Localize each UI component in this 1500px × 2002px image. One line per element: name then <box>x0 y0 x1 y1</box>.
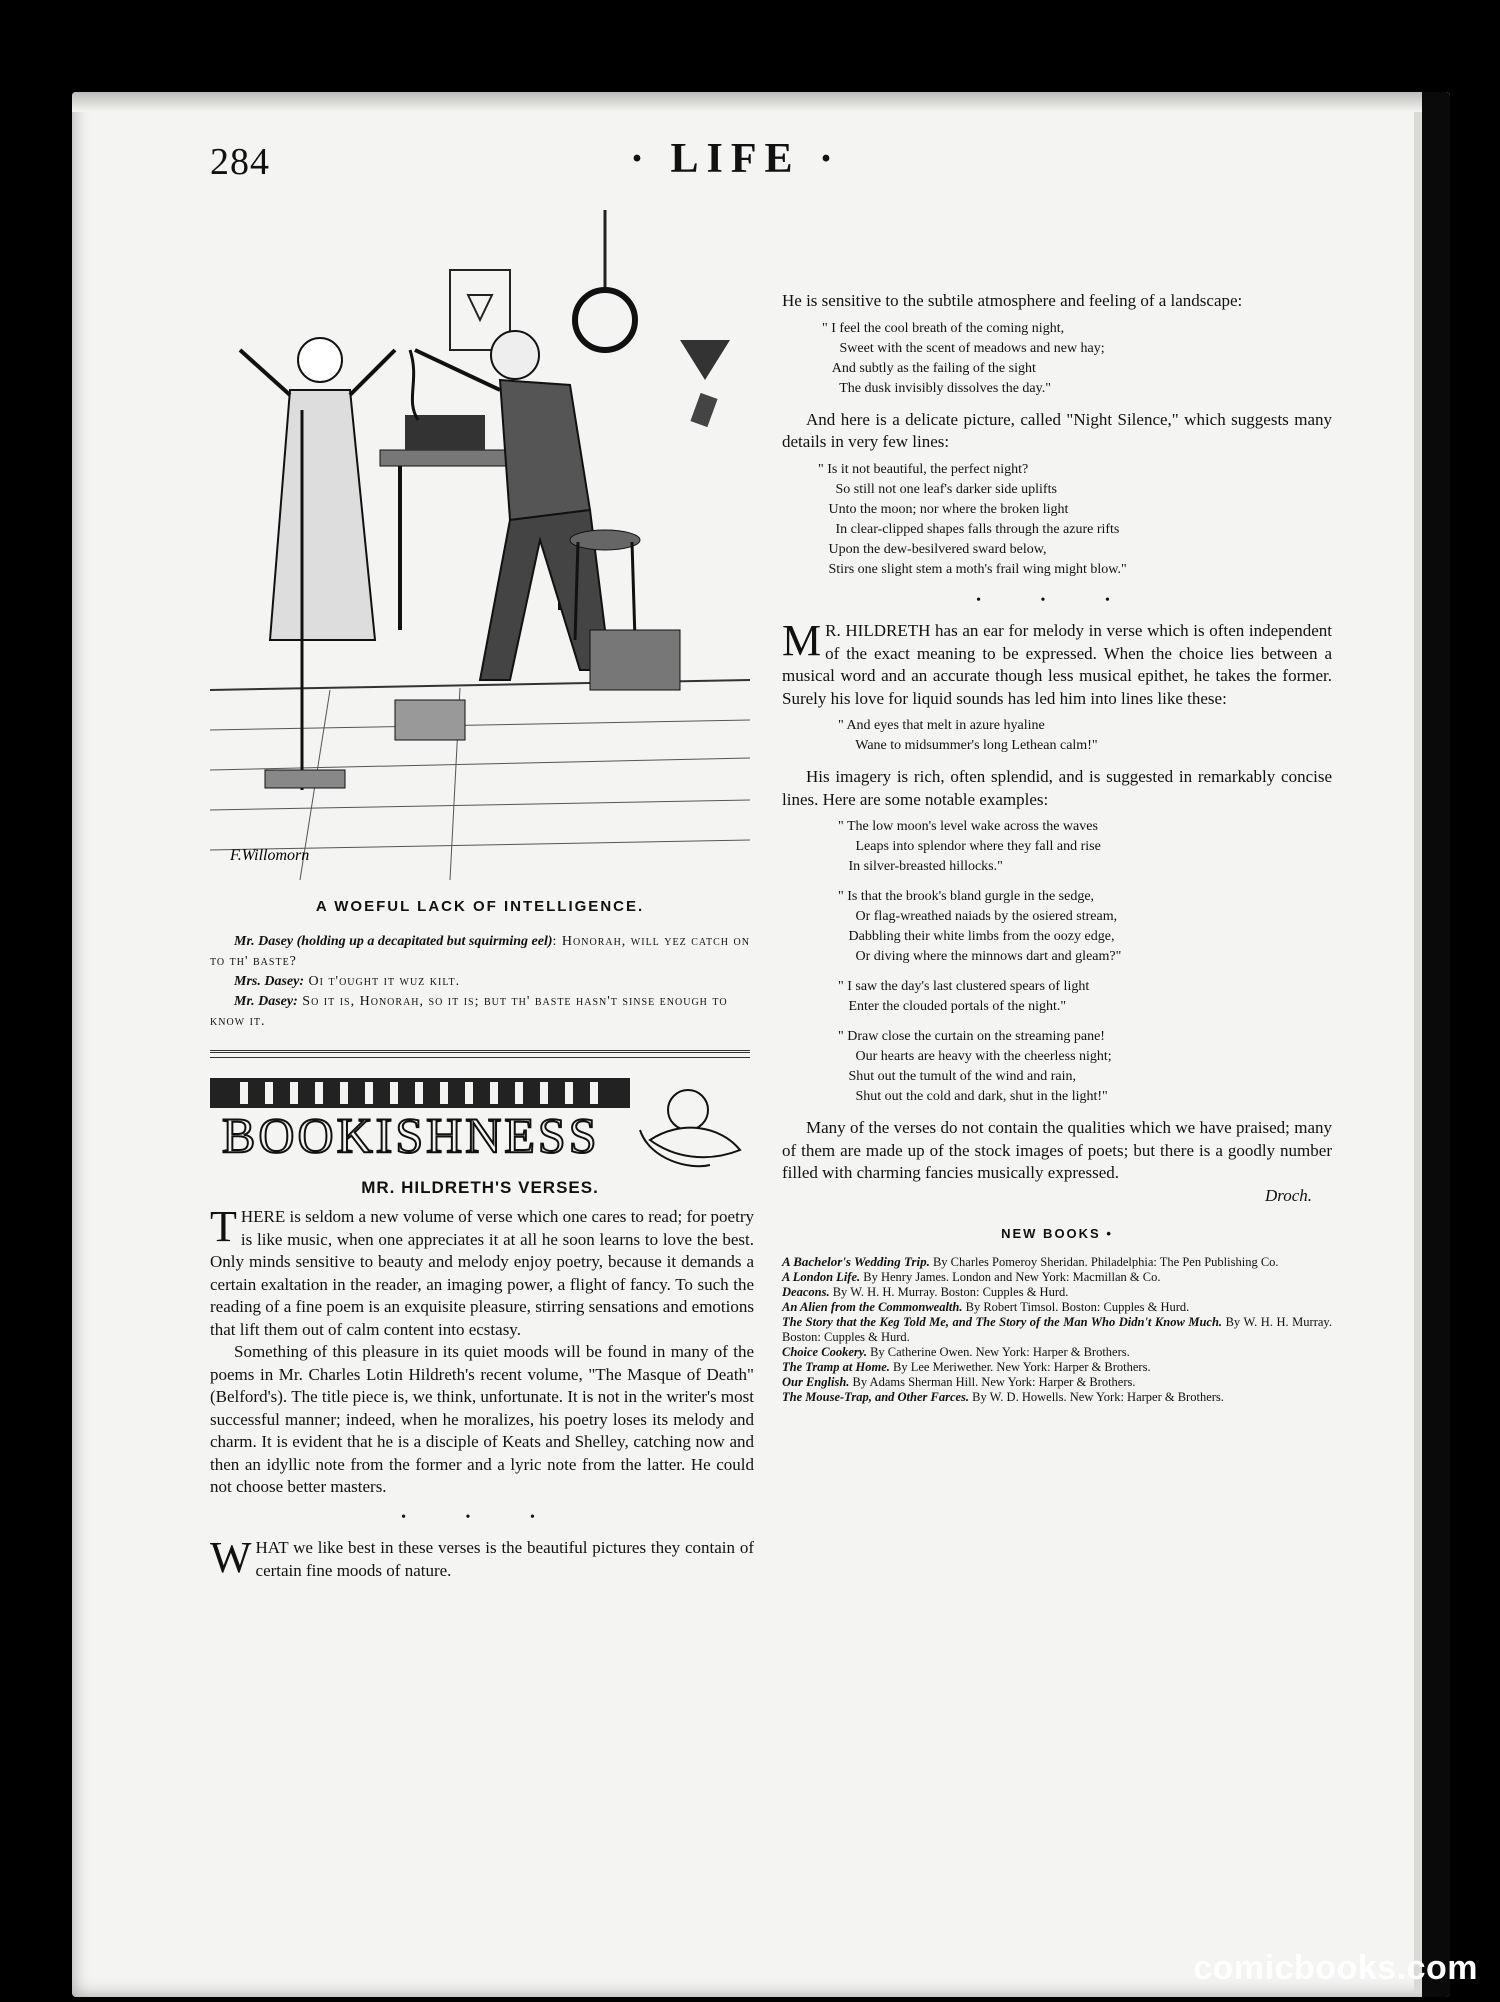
article-right-column <box>782 290 1332 1405</box>
paragraph: M R. HILDRETH has an ear for melody in verse which is often independent of the exact meaning to be expressed. When the choice lies between a musical word and an accurate though less musical epithet, he takes the former. Surely his love for liquid sounds has led him into lines like these: <box>782 616 1332 708</box>
verse-block: " I feel the cool breath of the coming night, Sweet with the scent of meadows and new hay; And subtly as the failing of the sight The dusk invisibly dissolves the day." <box>822 320 1105 396</box>
book-entry: A Bachelor's Wedding Trip. By Charles Pomeroy Sheridan. Philadelphia: The Pen Publishing Co. <box>782 1253 1279 1269</box>
book-entry: A London Life. By Henry James. London and New York: Macmillan & Co. <box>782 1269 1161 1284</box>
masthead-title: · LIFE · <box>630 136 842 182</box>
page-number: 284 <box>210 141 270 183</box>
article-subhead: MR. HILDRETH'S VERSES. <box>361 1178 599 1197</box>
paragraph: Something of this pleasure in its quiet moods will be found in many of the poems in Mr. Charles Lotin Hildreth's recent volume, "The Masque of Death" (Belford's). The title piece is, we think, unfortunate. It is not in the writer's most successful manner; indeed, when he moralizes, his poetry loses its melody and charm. It is evident that he is a disciple of Keats and Shelley, catching now and then an idyllic note from the former and a lyric note from the latter. He could not choose better masters. <box>210 1342 754 1496</box>
paragraph: His imagery is rich, often splendid, and is suggested in remarkably concise lines. Here are some notable examples: <box>782 767 1332 809</box>
verse-block: " The low moon's level wake across the waves Leaps into splendor where they fall and rise In silver-breasted hillocks." <box>838 819 1101 874</box>
paragraph: Many of the verses do not contain the qualities which we have praised; many of them are made up of the stock images of poets; but there is a goodly number filled with charming fancies musically expressed. <box>782 1118 1332 1182</box>
binding-gutter <box>1422 92 1450 1997</box>
section-dots: • • • <box>976 592 1138 608</box>
verse-block: " Is it not beautiful, the perfect night? So still not one leaf's darker side uplifts Unto the moon; nor where the broken light In clear-clipped shapes falls through the azure rifts Upon the dew-besilvered sward below, Stirs one slight stem a moth's frail wing might blow." <box>818 461 1127 577</box>
book-entry: Choice Cookery. By Catherine Owen. New York: Harper & Brothers. <box>782 1344 1130 1359</box>
drop-cap: M <box>782 616 822 665</box>
article-left-column <box>210 1202 754 1582</box>
book-entry: The Tramp at Home. By Lee Meriwether. New York: Harper & Brothers. <box>782 1359 1151 1374</box>
bookishness-banner <box>210 1070 750 1170</box>
section-divider <box>210 1050 750 1058</box>
page-top-shadow <box>72 92 1450 112</box>
book-entry: An Alien from the Commonwealth. By Robert Timsol. Boston: Cupples & Hurd. <box>782 1299 1190 1314</box>
banner-text: BOOKISHNESS <box>222 1107 600 1163</box>
cherub-icon <box>668 1090 708 1130</box>
dialogue-line: Mr. Dasey: So it is, Honorah, so it is; but th' baste hasn't sinse enough to know it. <box>210 994 728 1029</box>
dialogue-line: Mr. Dasey (holding up a decapitated but squirming eel): Honorah, will yez catch on to th' baste? <box>210 934 750 969</box>
book-entry: The Mouse-Trap, and Other Farces. By W. D. Howells. New York: Harper & Brothers. <box>782 1389 1224 1404</box>
paragraph: And here is a delicate picture, called "Night Silence," which suggests many details in very few lines: <box>782 409 1332 451</box>
verse-block: " Draw close the curtain on the streaming pane! Our hearts are heavy with the cheerless night; Shut out the tumult of the wind and rain, Shut out the cold and dark, shut in the light!" <box>838 1029 1112 1104</box>
site-watermark: comicbooks.com <box>1193 1949 1478 1987</box>
next-page-edge <box>1414 112 1422 1992</box>
cartoon-illustration <box>210 210 750 880</box>
cartoon-caption-title: A WOEFUL LACK OF INTELLIGENCE. <box>315 898 645 915</box>
book-entry: Our English. By Adams Sherman Hill. New York: Harper & Brothers. <box>782 1374 1136 1389</box>
cartoon-dialogue <box>210 932 750 1032</box>
verse-block: " Is that the brook's bland gurgle in the sedge, Or flag-wreathed naiads by the osiered stream, Dabbling their white limbs from the oozy edge, Or diving where the minnows dart and gleam?" <box>838 889 1122 964</box>
paragraph: He is sensitive to the subtile atmosphere and feeling of a landscape: <box>782 291 1243 310</box>
section-dots: • • • <box>401 1509 563 1525</box>
drop-cap: W <box>210 1533 252 1582</box>
paragraph: WHAT we like best in these verses is the beautiful pictures they contain of certain fine moods of nature. <box>210 1533 754 1582</box>
new-books-heading: NEW BOOKS • <box>1001 1226 1113 1241</box>
paragraph: THERE is seldom a new volume of verse which one cares to read; for poetry is like music, when one appreciates it at all he soon learns to love the best. Only minds sensitive to beauty and melody enjoy poetry, because it demands a certain exaltation in the reader, an imaging power, a flight of fancy. To such the reading of a fine poem is an exquisite pleasure, stirring sensations and emotions that lift them out of calm content into ecstasy. <box>210 1202 754 1339</box>
artist-signature: F.Willomorn <box>230 847 310 864</box>
verse-block: " And eyes that melt in azure hyaline Wane to midsummer's long Lethean calm!" <box>838 718 1098 753</box>
author-signature: Droch. <box>1264 1185 1312 1205</box>
dialogue-line: Mrs. Dasey: Oi t'ought it wuz kilt. <box>234 974 461 989</box>
book-entry: Deacons. By W. H. H. Murray. Boston: Cupples & Hurd. <box>782 1284 1069 1299</box>
verse-block: " I saw the day's last clustered spears of light Enter the clouded portals of the night." <box>838 979 1090 1014</box>
drop-cap: T <box>210 1202 237 1251</box>
book-entry: The Story that the Keg Told Me, and The Story of the Man Who Didn't Know Much. By W. H. H. Murray. Boston: Cupples & Hurd. <box>782 1314 1332 1344</box>
new-books-list <box>782 1254 1332 1405</box>
